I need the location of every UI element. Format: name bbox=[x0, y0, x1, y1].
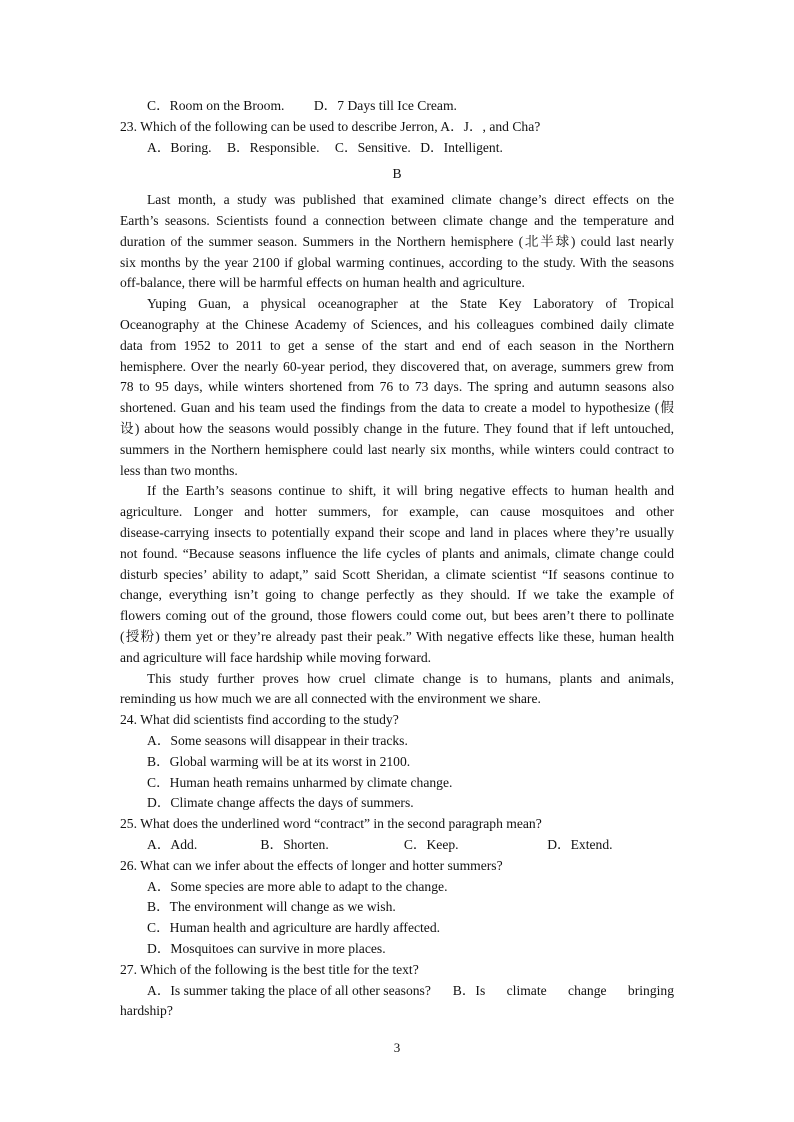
section-label: B bbox=[392, 166, 402, 181]
passage-line: disease-carrying insects to potentially expand their scope and land in places where they’re usually bbox=[120, 525, 674, 540]
option-a: A．Add. bbox=[147, 837, 198, 852]
option-c: C．Human health and agriculture are hardly affected. bbox=[147, 920, 441, 935]
option-d: D．Extend. bbox=[547, 837, 613, 852]
question-26-stem: 26. What can we infer about the effects of longer and hotter summers? bbox=[120, 858, 503, 873]
option-b-continued: hardship? bbox=[120, 1003, 173, 1018]
passage-line: agriculture. Longer and hotter summers, for example, can cause mosquitoes and other bbox=[120, 504, 674, 519]
option-a: A．Some species are more able to adapt to the change. bbox=[147, 879, 448, 894]
option-b: B．Responsible. bbox=[226, 140, 320, 155]
passage-line: six months by the year 2100 if global warming continues, according to the study. With the seasons bbox=[120, 255, 674, 270]
passage-line: If the Earth’s seasons continue to shift, it will bring negative effects to human health and bbox=[147, 483, 674, 498]
question-24-stem: 24. What did scientists find according to the study? bbox=[120, 712, 399, 727]
passage-line: Last month, a study was published that examined climate change’s direct effects on the bbox=[147, 192, 674, 207]
question-23-stem: 23. Which of the following can be used to describe Jerron, A．J．, and Cha? bbox=[120, 119, 541, 134]
passage-line: (授粉) them yet or they’re already past their peak.” With negative effects like these, human health bbox=[120, 629, 674, 644]
passage-line: Earth’s seasons. Scientists found a connection between climate change and the temperature and bbox=[120, 213, 674, 228]
option-b: B．Global warming will be at its worst in 2100. bbox=[147, 754, 411, 769]
option-c: C．Human heath remains unharmed by climate change. bbox=[147, 775, 453, 790]
prev-question-options bbox=[147, 96, 674, 117]
passage-line: data from 1952 to 2011 to get a sense of the start and end of each season in the Northern bbox=[120, 338, 674, 353]
question-27-stem: 27. Which of the following is the best title for the text? bbox=[120, 962, 419, 977]
passage-line: off-balance, there will be harmful effects on human health and agriculture. bbox=[120, 275, 525, 290]
passage-line: hemisphere. Over the nearly 60-year period, they discovered that, on average, summers grew from bbox=[120, 359, 674, 374]
option-d: D．Mosquitoes can survive in more places. bbox=[147, 941, 386, 956]
option-d: D．Intelligent. bbox=[420, 140, 503, 155]
question-25-options bbox=[147, 835, 674, 856]
passage-line: less than two months. bbox=[120, 463, 238, 478]
passage-line: shortened. Guan and his team used the findings from the data to create a model to hypothesize (假 bbox=[120, 400, 674, 415]
passage-line: summers in the Northern hemisphere could last nearly six months, while winters could contract to bbox=[120, 442, 674, 457]
option-d: D．Climate change affects the days of summers. bbox=[147, 795, 414, 810]
passage-line: disturb species’ ability to adapt,” said Scott Sheridan, a climate scientist “If seasons continue to bbox=[120, 567, 674, 582]
passage-line: This study further proves how cruel climate change is to humans, plants and animals, bbox=[147, 671, 674, 686]
option-d: D．7 Days till Ice Cream. bbox=[313, 98, 457, 113]
option-b: B．Shorten. bbox=[260, 837, 329, 852]
passage-line: 78 to 95 days, while winters shortened from 76 to 73 days. The spring and autumn seasons also bbox=[120, 379, 674, 394]
option-c: C．Sensitive. bbox=[334, 140, 411, 155]
option-c: C．Room on the Broom. bbox=[147, 98, 285, 113]
passage-line: duration of the summer season. Summers in the Northern hemisphere (北半球) could last nearly bbox=[120, 234, 674, 249]
option-c: C．Keep. bbox=[403, 837, 459, 852]
page-number: 3 bbox=[393, 1040, 401, 1055]
option-a: A．Some seasons will disappear in their tracks. bbox=[147, 733, 408, 748]
passage-line: not found. “Because seasons influence the life cycles of plants and animals, climate change could bbox=[120, 546, 674, 561]
passage-line: reminding us how much we are all connected with the environment we share. bbox=[120, 691, 541, 706]
question-23-options bbox=[147, 138, 674, 159]
passage-line: Oceanography at the Chinese Academy of Sciences, and his colleagues combined daily climate bbox=[120, 317, 674, 332]
passage-line: 设) about how the seasons would possibly change in the future. They found that if left untouched, bbox=[120, 421, 674, 436]
option-a: A．Boring. bbox=[147, 140, 212, 155]
passage-line: flowers coming out of the ground, those flowers could come out, but bees aren’t there to pollinate bbox=[120, 608, 674, 623]
question-27-options bbox=[147, 981, 674, 1002]
question-25-stem: 25. What does the underlined word “contract” in the second paragraph mean? bbox=[120, 816, 542, 831]
option-a: A．Is summer taking the place of all other seasons? bbox=[147, 983, 431, 998]
passage-line: Yuping Guan, a physical oceanographer at the State Key Laboratory of Tropical bbox=[147, 296, 674, 311]
option-b: B．Is climate change bringing bbox=[452, 983, 674, 998]
option-b: B．The environment will change as we wish. bbox=[147, 899, 396, 914]
passage-line: change, everything isn’t going to change perfectly as they should. If we take the example of bbox=[120, 587, 674, 602]
passage-line: and agriculture will face hardship while moving forward. bbox=[120, 650, 432, 665]
